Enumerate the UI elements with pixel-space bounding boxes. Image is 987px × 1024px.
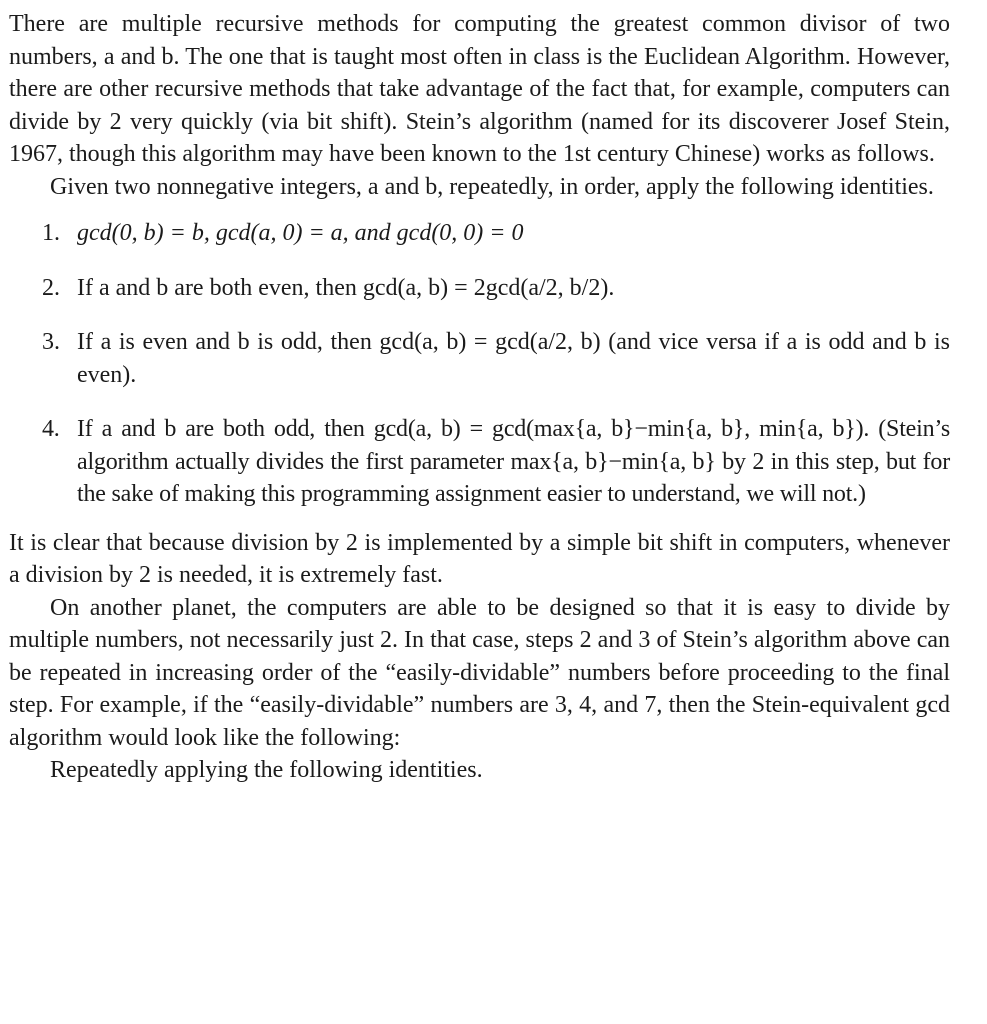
repeatedly-applying-paragraph: Repeatedly applying the following identities. [50,757,483,783]
identities-list [9,217,950,511]
document-page [9,8,950,787]
step-text: If a is even and b is odd, then gcd(a, b) = gcd(a/2, b) (and vice versa if a is odd and b is even). [77,329,950,388]
given-paragraph: Given two nonnegative integers, a and b, repeatedly, in order, apply the following identities. [50,173,934,200]
step-item [9,413,950,511]
step-item [9,272,950,305]
step-text: gcd(0, b) = b, gcd(a, 0) = a, and gcd(0, 0) = 0 [77,220,524,246]
step-item [9,217,950,250]
step-text: If a and b are both even, then gcd(a, b) = 2gcd(a/2, b/2). [77,274,615,301]
step-number: 1. [42,220,60,246]
step-number: 3. [42,329,60,355]
step-number: 4. [42,416,60,442]
another-planet-paragraph: On another planet, the computers are able to be designed so that it is easy to divide by multiple numbers, not necessarily just 2. In that case, steps 2 and 3 of Stein’s algorithm above can be repeated in increasing order of the “easily-dividable” numbers before proceeding to the final step. For example, if the “easily-dividable” numbers are 3, 4, and 7, then the Stein-equivalent gcd algorithm would look like the following: [9,594,950,751]
step-item [9,326,950,391]
step-text: If a and b are both odd, then gcd(a, b) = gcd(max{a, b}−min{a, b}, min{a, b}). (Stein’s algorithm actually divides the first parameter max{a, b}−min{a, b} by 2 in this step, but for the sake of making this programming assignment easier to understand, we will not.) [77,416,950,507]
intro-paragraph: There are multiple recursive methods for computing the greatest common divisor of two numbers, a and b. The one that is taught most often in class is the Euclidean Algorithm. However, there are other recursive methods that take advantage of the fact that, for example, computers can divide by 2 very quickly (via bit shift). Stein’s algorithm (named for its discoverer Josef Stein, 1967, though this algorithm may have been known to the 1st century Chinese) works as follows. [9,11,950,167]
step-number: 2. [42,274,60,301]
bit-shift-paragraph: It is clear that because division by 2 is implemented by a simple bit shift in computers, whenever a division by 2 is needed, it is extremely fast. [9,529,950,588]
